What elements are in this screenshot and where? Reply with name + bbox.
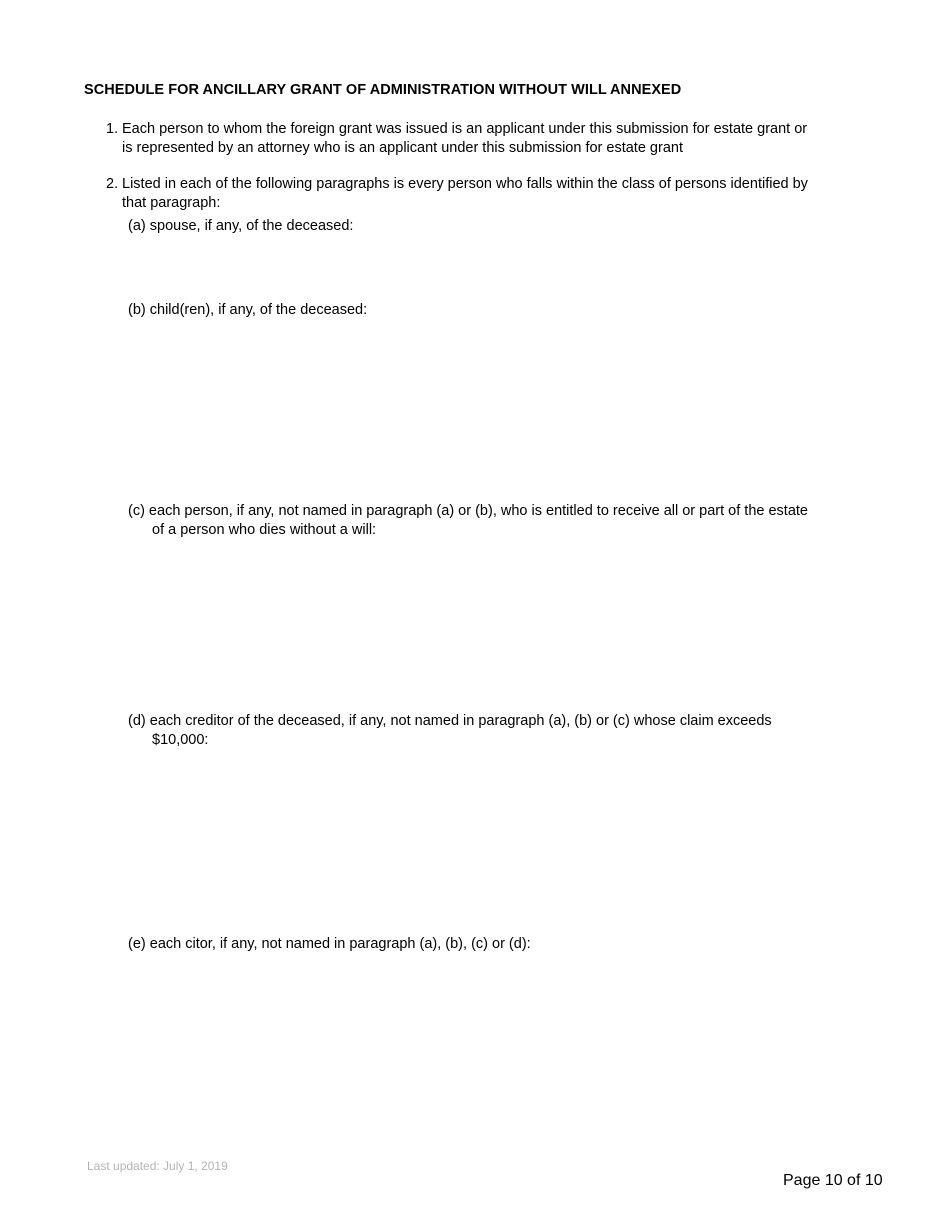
subparagraph-text-line2: of a person who dies without a will: xyxy=(152,521,377,538)
item-text-line1: Each person to whom the foreign grant was issued is an applicant under this submission for estate grant or xyxy=(122,121,808,137)
item-number: 1. xyxy=(106,121,119,137)
numbered-item-2 xyxy=(106,175,876,212)
subparagraph-a xyxy=(128,217,873,236)
item-text-line2: is represented by an attorney who is an applicant under this submission for estate grant xyxy=(122,139,683,156)
subparagraph-e xyxy=(128,935,873,954)
subparagraph-text-line2: $10,000: xyxy=(152,731,209,748)
item-text-line2: that paragraph: xyxy=(122,194,221,211)
subparagraph-text: (b) child(ren), if any, of the deceased: xyxy=(128,302,368,318)
subparagraph-text: (e) each citor, if any, not named in paragraph (a), (b), (c) or (d): xyxy=(128,936,531,952)
subparagraph-c xyxy=(128,502,873,539)
subparagraph-text-line1: (c) each person, if any, not named in paragraph (a) or (b), who is entitled to receive all or part of the estate xyxy=(128,503,808,519)
schedule-title: SCHEDULE FOR ANCILLARY GRANT OF ADMINISTRATION WITHOUT WILL ANNEXED xyxy=(84,82,682,98)
subparagraph-d xyxy=(128,712,873,749)
item-text-line1: Listed in each of the following paragraphs is every person who falls within the class of persons identified by xyxy=(122,176,808,192)
last-updated-note: Last updated: July 1, 2019 xyxy=(87,1159,228,1173)
subparagraph-b xyxy=(128,301,873,320)
item-number: 2. xyxy=(106,176,119,192)
subparagraph-text-line1: (d) each creditor of the deceased, if any, not named in paragraph (a), (b) or (c) whose claim exceeds xyxy=(128,713,772,729)
numbered-item-1 xyxy=(106,120,876,157)
subparagraph-text: (a) spouse, if any, of the deceased: xyxy=(128,218,354,234)
page-number: Page 10 of 10 xyxy=(783,1172,883,1189)
